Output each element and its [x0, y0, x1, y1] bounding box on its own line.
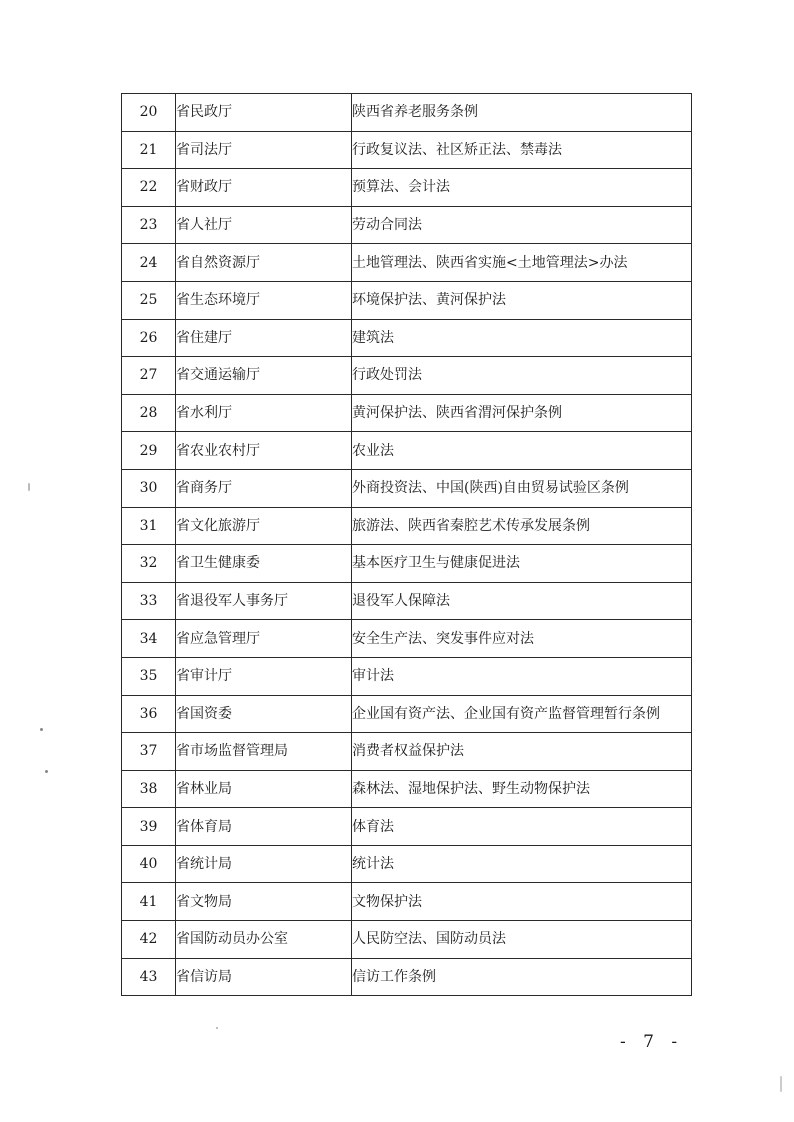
row-number: 28	[122, 394, 176, 432]
scan-speck	[45, 770, 48, 773]
scan-speck	[216, 1027, 218, 1029]
table-row	[122, 695, 692, 733]
department-cell: 省信访局	[176, 958, 352, 996]
table-row	[122, 582, 692, 620]
department-cell: 省文物局	[176, 883, 352, 921]
department-cell: 省民政厅	[176, 94, 352, 132]
table-row	[122, 281, 692, 319]
row-number: 22	[122, 169, 176, 207]
row-number: 24	[122, 244, 176, 282]
table-row	[122, 921, 692, 959]
law-cell: 土地管理法、陕西省实施<土地管理法>办法	[352, 244, 692, 282]
table-row	[122, 808, 692, 846]
law-cell: 文物保护法	[352, 883, 692, 921]
table-row	[122, 845, 692, 883]
table-row	[122, 620, 692, 658]
table-row	[122, 169, 692, 207]
row-number: 38	[122, 770, 176, 808]
law-cell: 退役军人保障法	[352, 582, 692, 620]
department-cell: 省卫生健康委	[176, 545, 352, 583]
department-cell: 省财政厅	[176, 169, 352, 207]
department-cell: 省司法厅	[176, 131, 352, 169]
department-cell: 省人社厅	[176, 206, 352, 244]
law-cell: 安全生产法、突发事件应对法	[352, 620, 692, 658]
law-cell: 预算法、会计法	[352, 169, 692, 207]
table-row	[122, 394, 692, 432]
department-cell: 省农业农村厅	[176, 432, 352, 470]
department-cell: 省审计厅	[176, 657, 352, 695]
row-number: 33	[122, 582, 176, 620]
row-number: 42	[122, 921, 176, 959]
table-row	[122, 206, 692, 244]
page-number: - 7 -	[620, 1032, 684, 1052]
table-body	[122, 94, 692, 996]
row-number: 40	[122, 845, 176, 883]
table-row	[122, 131, 692, 169]
law-cell: 人民防空法、国防动员法	[352, 921, 692, 959]
row-number: 36	[122, 695, 176, 733]
department-cell: 省林业局	[176, 770, 352, 808]
row-number: 35	[122, 657, 176, 695]
law-cell: 陕西省养老服务条例	[352, 94, 692, 132]
law-cell: 外商投资法、中国(陕西)自由贸易试验区条例	[352, 469, 692, 507]
row-number: 26	[122, 319, 176, 357]
department-cell: 省统计局	[176, 845, 352, 883]
scan-speck	[40, 728, 43, 731]
department-cell: 省文化旅游厅	[176, 507, 352, 545]
law-cell: 黄河保护法、陕西省渭河保护条例	[352, 394, 692, 432]
law-cell: 企业国有资产法、企业国有资产监督管理暂行条例	[352, 695, 692, 733]
department-cell: 省体育局	[176, 808, 352, 846]
department-cell: 省应急管理厅	[176, 620, 352, 658]
table-row	[122, 545, 692, 583]
table-row	[122, 733, 692, 771]
row-number: 32	[122, 545, 176, 583]
row-number: 31	[122, 507, 176, 545]
row-number: 27	[122, 357, 176, 395]
department-cell: 省生态环境厅	[176, 281, 352, 319]
law-cell: 体育法	[352, 808, 692, 846]
row-number: 21	[122, 131, 176, 169]
department-cell: 省交通运输厅	[176, 357, 352, 395]
table-row	[122, 657, 692, 695]
table-row	[122, 507, 692, 545]
law-cell: 森林法、湿地保护法、野生动物保护法	[352, 770, 692, 808]
law-cell: 消费者权益保护法	[352, 733, 692, 771]
row-number: 39	[122, 808, 176, 846]
table-row	[122, 883, 692, 921]
law-cell: 环境保护法、黄河保护法	[352, 281, 692, 319]
row-number: 29	[122, 432, 176, 470]
row-number: 34	[122, 620, 176, 658]
law-cell: 劳动合同法	[352, 206, 692, 244]
row-number: 43	[122, 958, 176, 996]
scan-speck	[28, 483, 30, 491]
department-cell: 省商务厅	[176, 469, 352, 507]
table-row	[122, 469, 692, 507]
row-number: 25	[122, 281, 176, 319]
table-row	[122, 770, 692, 808]
department-cell: 省退役军人事务厅	[176, 582, 352, 620]
department-cell: 省水利厅	[176, 394, 352, 432]
row-number: 37	[122, 733, 176, 771]
row-number: 41	[122, 883, 176, 921]
row-number: 20	[122, 94, 176, 132]
law-cell: 信访工作条例	[352, 958, 692, 996]
law-responsibility-table	[121, 93, 692, 996]
law-cell: 统计法	[352, 845, 692, 883]
table-row	[122, 94, 692, 132]
table-row	[122, 244, 692, 282]
law-cell: 旅游法、陕西省秦腔艺术传承发展条例	[352, 507, 692, 545]
law-cell: 基本医疗卫生与健康促进法	[352, 545, 692, 583]
row-number: 30	[122, 469, 176, 507]
law-cell: 农业法	[352, 432, 692, 470]
table-row	[122, 357, 692, 395]
table-row	[122, 432, 692, 470]
scan-speck	[780, 1076, 782, 1092]
row-number: 23	[122, 206, 176, 244]
department-cell: 省市场监督管理局	[176, 733, 352, 771]
law-cell: 审计法	[352, 657, 692, 695]
department-cell: 省住建厅	[176, 319, 352, 357]
table-row	[122, 319, 692, 357]
law-cell: 行政复议法、社区矫正法、禁毒法	[352, 131, 692, 169]
department-cell: 省国防动员办公室	[176, 921, 352, 959]
table-row	[122, 958, 692, 996]
law-cell: 行政处罚法	[352, 357, 692, 395]
law-cell: 建筑法	[352, 319, 692, 357]
department-cell: 省自然资源厅	[176, 244, 352, 282]
department-cell: 省国资委	[176, 695, 352, 733]
